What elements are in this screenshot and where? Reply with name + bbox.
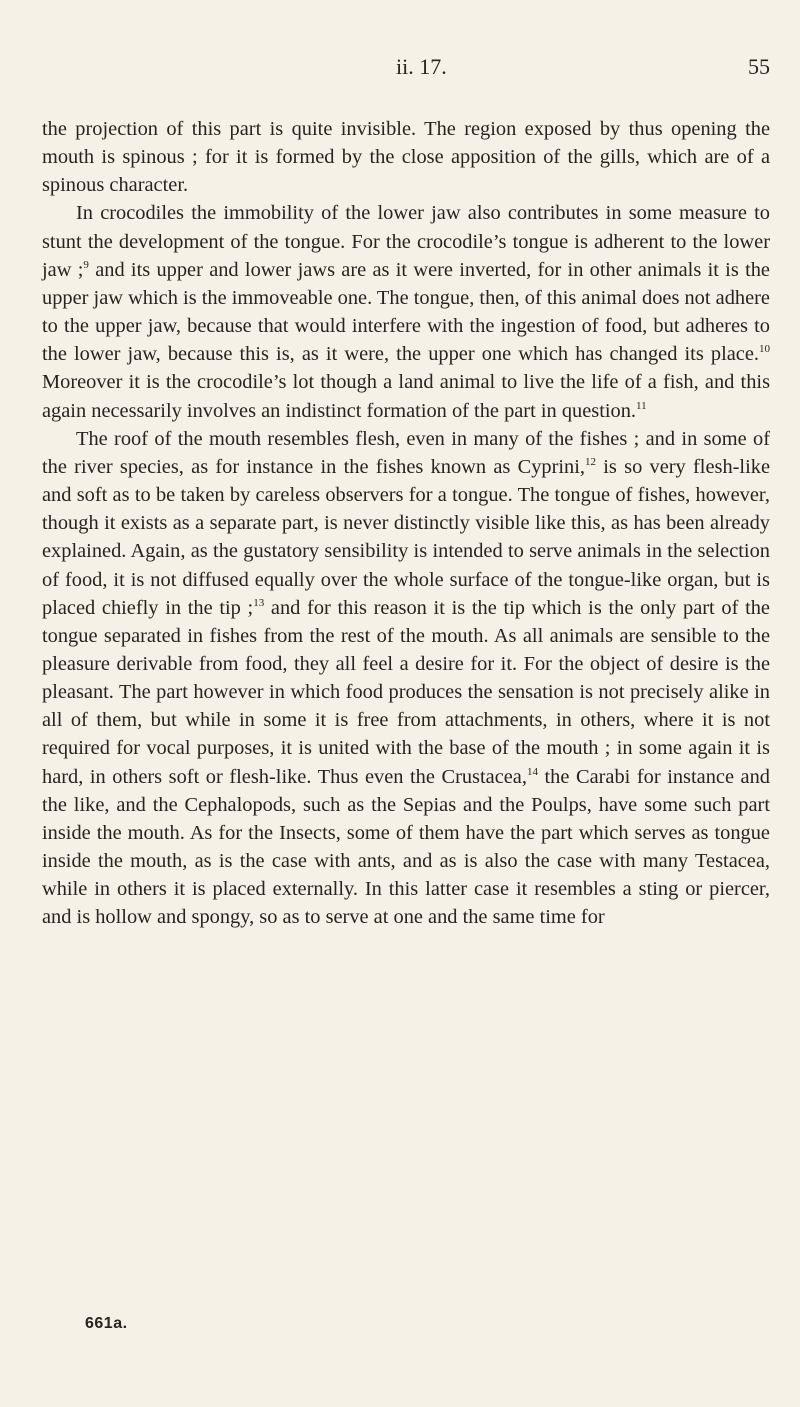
footnote-reference: 10 [759,343,770,356]
footnote-reference: 12 [585,455,597,468]
text-run: is so very flesh-like and soft as to be taken by careless observers for a tongue. The tongue of fishes, however, though it exists as a separate part, is never distinctly visible like this, as has been already explained. Again, as the gustatory sensibility is intended to serve animals in the selection of food, it is not diffused equally over the whole surface of the tongue-like organ, but is placed chiefly in the tip ; [42,455,771,619]
signature-mark: 661a. [85,1315,128,1332]
text-run: and for this reason it is the tip which is the only part of the tongue separated in fishes from the rest of the mouth. As all animals are sensible to the pleasure derivable from food, they all feel a desire for it. For the object of desire is the pleasant. The part however in which food produces the sensation is not precisely alike in all of them, but while in some it is free from attachments, in others, where it is not required for vocal purposes, it is united with the base of the mouth ; in some again it is hard, in others soft or flesh-like. Thus even the Crustacea, [42,596,770,788]
text-run: the projection of this part is quite invisible. The region exposed by thus opening the mouth is spinous ; for it is formed by the close apposition of the gills, which are of a spinous character. [42,118,770,197]
footnote-reference: 9 [83,258,89,271]
body-text [42,115,770,932]
running-head [0,54,800,94]
paragraph [42,115,770,199]
footnote-reference: 13 [253,596,265,609]
text-run: The roof of the mouth resembles flesh, even in many of the fishes ; and in some of the river species, as for instance in the fishes known as Cyprini, [42,427,770,478]
text-run: In crocodiles the immobility of the lower jaw also contributes in some measure to stunt the development of the tongue. For the crocodile’s tongue is adherent to the lower jaw ; [42,202,770,281]
footnote-reference: 14 [526,765,538,778]
paragraph [42,425,770,932]
paragraph [42,199,770,424]
page-number: 55 [748,54,770,79]
section-reference: ii. 17. [396,54,447,79]
text-run: Moreover it is the crocodile’s lot though a land animal to live the life of a fish, and this again necessarily involves an indistinct formation of the part in question. [42,371,770,422]
text-run: the Carabi for instance and the like, and the Cephalopods, such as the Sepias and the Poulps, have some such part inside the mouth. As for the Insects, some of them have the part which serves as tongue inside the mouth, as is the case with ants, and as is also the case with many Testacea, while in others it is placed externally. In this latter case it resembles a sting or piercer, and is hollow and spongy, so as to serve at one and the same time for [42,765,770,929]
footnote-reference: 11 [636,399,647,412]
text-run: and its upper and lower jaws are as it were inverted, for in other animals it is the upper jaw which is the immoveable one. The tongue, then, of this animal does not adhere to the upper jaw, because that would interfere with the ingestion of food, but adheres to the lower jaw, because this is, as it were, the upper one which has changed its place. [42,258,770,366]
